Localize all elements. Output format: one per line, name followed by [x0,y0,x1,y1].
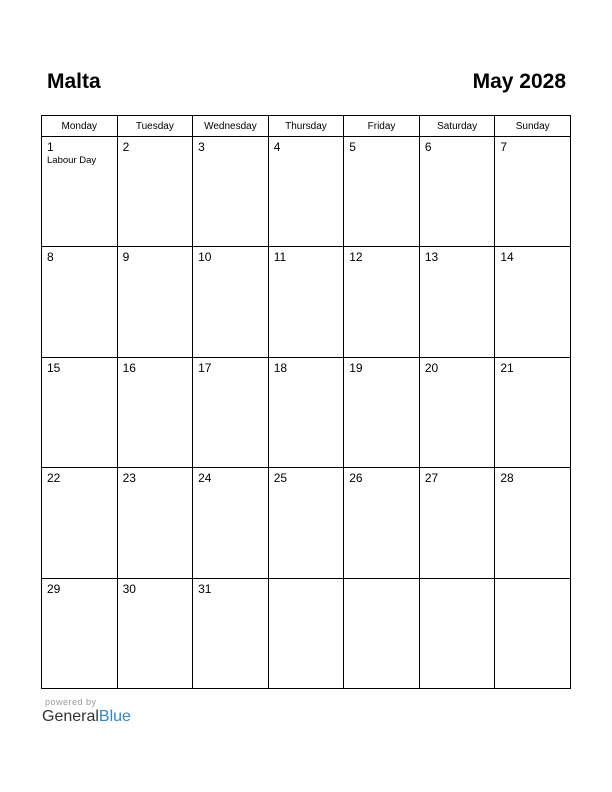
brand-name-general: General [42,708,99,725]
week-row [42,468,571,578]
week-row [42,247,571,357]
day-cell [495,468,571,578]
day-number: 14 [500,250,514,265]
day-number: 24 [198,471,212,486]
day-cell [419,247,495,357]
weekday-header: Tuesday [117,116,193,137]
day-cell [117,137,193,247]
day-cell [495,247,571,357]
day-number: 4 [273,140,281,154]
day-number: 21 [500,360,514,375]
weekday-header: Friday [344,116,420,137]
day-number: 16 [122,360,136,375]
day-cell [268,468,344,578]
day-number: 10 [198,250,212,265]
day-number: 5 [349,140,356,154]
day-number: 8 [47,250,54,265]
day-cell [268,578,344,688]
generalblue-logo[interactable] [42,708,131,726]
brand-name-blue: Blue [98,708,131,725]
month-title: May 2028 [472,70,566,93]
country-title: Malta [47,70,101,93]
weekday-header: Sunday [495,116,571,137]
day-number: 30 [122,581,136,596]
day-cell [419,137,495,247]
day-cell [344,137,420,247]
day-number: 18 [273,360,288,375]
day-cell [344,468,420,578]
day-number: 22 [47,471,61,486]
day-cell [193,247,269,357]
day-number: 19 [349,360,363,375]
month-calendar-grid [41,115,571,689]
day-cell [419,357,495,467]
day-number: 3 [198,140,205,154]
day-number: 25 [273,471,288,486]
day-cell [344,357,420,467]
day-number: 20 [424,360,439,375]
day-number: 26 [349,471,363,486]
day-number: 23 [122,471,136,486]
day-number: 31 [198,581,212,596]
weekday-header-row [42,116,571,137]
day-number: 27 [424,471,439,486]
day-cell [42,578,118,688]
holiday-label: Labour Day [47,155,97,166]
day-cell [419,578,495,688]
day-cell [42,247,118,357]
day-cell [117,468,193,578]
day-cell [268,357,344,467]
day-cell [117,247,193,357]
day-cell [42,357,118,467]
day-number: 17 [198,360,212,375]
day-number: 2 [122,140,130,154]
day-number: 9 [122,250,130,265]
day-cell [42,468,118,578]
weekday-header: Monday [42,116,118,137]
day-number: 12 [349,250,363,265]
powered-by-text: powered by [45,697,97,707]
day-number: 13 [424,250,439,265]
week-row [42,578,571,688]
day-cell [193,578,269,688]
day-cell [42,137,118,247]
footer-branding [42,697,182,731]
day-number: 28 [500,471,514,486]
day-cell [193,357,269,467]
day-number: 15 [47,360,61,375]
day-cell [495,578,571,688]
day-number: 6 [424,140,432,154]
weekday-header: Wednesday [193,116,269,137]
day-cell [344,247,420,357]
week-row [42,137,571,247]
day-cell [268,137,344,247]
day-cell [117,357,193,467]
day-cell [344,578,420,688]
day-cell [117,578,193,688]
day-number: 29 [47,581,61,596]
weekday-header: Saturday [419,116,495,137]
weekday-header: Thursday [268,116,344,137]
day-cell [193,468,269,578]
calendar-header [41,70,571,100]
day-cell [419,468,495,578]
day-cell [495,357,571,467]
day-cell [268,247,344,357]
day-cell [193,137,269,247]
day-number: 1 [47,140,54,154]
day-number: 11 [273,250,287,265]
week-row [42,357,571,467]
day-number: 7 [500,140,508,154]
day-cell [495,137,571,247]
